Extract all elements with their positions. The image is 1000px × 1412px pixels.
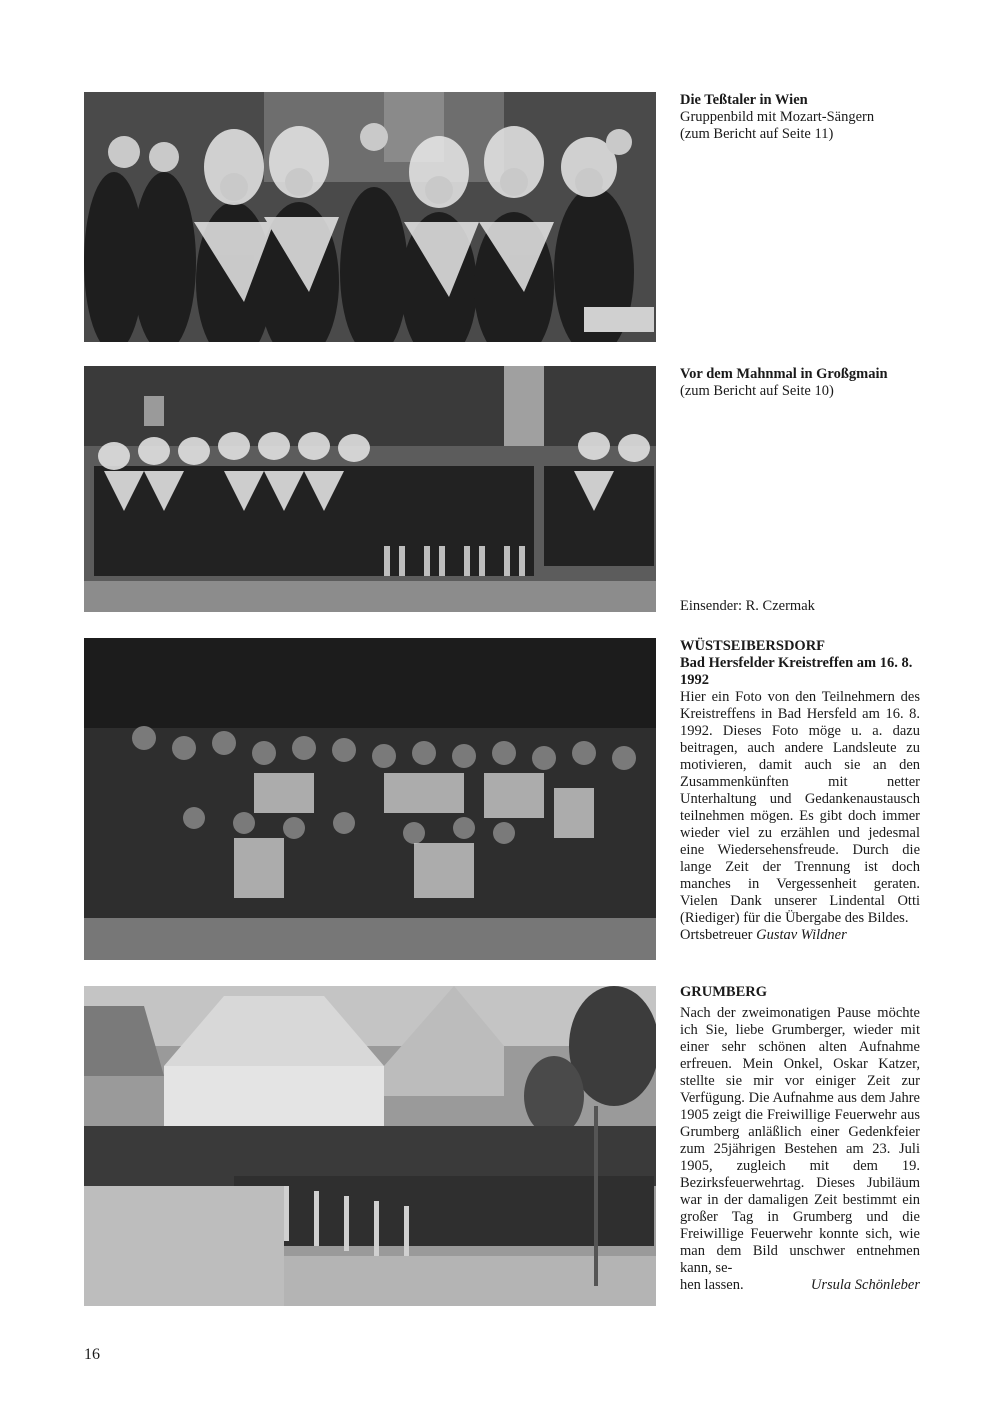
article-wuestseibersdorf-subheading: Bad Hersfelder Kreistreffen am 16. 8. 1992 [680, 655, 913, 688]
caption-wien-title: Die Teßtaler in Wien [680, 92, 808, 108]
caption-wien-line-2: (zum Bericht auf Seite 11) [680, 126, 834, 142]
caption-grossgmain-title: Vor dem Mahnmal in Großgmain [680, 366, 888, 382]
article-grumberg-last-words: hen lassen. [680, 1277, 744, 1293]
photo-wien-drawing [84, 92, 656, 342]
caption-grossgmain [680, 366, 920, 400]
photo-wien-group [84, 92, 656, 342]
article-wuestseibersdorf-signature [680, 927, 920, 944]
article-grumberg-heading: GRUMBERG [680, 984, 767, 1000]
article-wuestseibersdorf-body: Hier ein Foto von den Teilnehmern des Kreistreffens in Bad Hersfeld am 16. 8. 1992. Dieses Foto möge u. a. dazu beitragen, auch andere Landsleute zu motivieren, damit auch sie an den Zusammenkünften mit netter Unterhaltung und Gedankenaustausch teilnehmen mögen. Es gibt doch immer wieder viel zu erzählen und jedesmal eine Wiedersehensfreude. Durch die lange Zeit der Trennung ist doch manches in Vergessenheit geraten. Vielen Dank unserer Lindental Otti (Riediger) für die Übergabe des Bildes. [680, 689, 920, 926]
submitter-note [680, 598, 920, 615]
article-grumberg-body: Nach der zweimonatigen Pause möchte ich Sie, liebe Grumberger, wieder mit einer sehr schönen alten Aufnahme erfreuen. Mein Onkel, Oskar Katzer, stellte sie mir vor einiger Zeit zur Verfügung. Die Aufnahme aus dem Jahre 1905 zeigt die Freiwillige Feuerwehr aus Grumberg anläßlich einer Gedenkfeier zum 25jährigen Bestehen am 23. Juli 1905, zugleich mit dem 19. Bezirksfeuerwehrtag. Dieses Jubiläum war in der damaligen Zeit bestimmt ein großer Tag in Grumberg und die Freiwillige Feuerwehr konnte sich, wie man dem Bild unschwer entnehmen kann, se- [680, 1005, 920, 1276]
photo-grossgmain-memorial [84, 366, 656, 612]
page-number: 16 [84, 1346, 100, 1363]
article-grumberg [680, 984, 920, 1294]
signature-name-schoenleber: Ursula Schönleber [810, 1277, 920, 1293]
submitter-text: Einsender: R. Czermak [680, 598, 815, 614]
signature-name-wildner: Gustav Wildner [756, 927, 847, 943]
article-wuestseibersdorf [680, 638, 920, 944]
article-wuestseibersdorf-heading: WÜSTSEIBERSDORF [680, 638, 826, 654]
photo-bad-hersfeld-group [84, 638, 656, 960]
caption-grossgmain-line: (zum Bericht auf Seite 10) [680, 383, 834, 399]
signature-prefix: Ortsbetreuer [680, 927, 757, 943]
photo-grossgmain-drawing [84, 366, 656, 612]
photo-grumberg-fire-brigade [84, 986, 656, 1306]
caption-wien-line-1: Gruppenbild mit Mozart-Sängern [680, 109, 875, 125]
photo-grumberg-drawing [84, 986, 656, 1306]
caption-wien [680, 92, 920, 143]
article-grumberg-last-line [680, 1277, 920, 1294]
photo-bad-hersfeld-drawing [84, 638, 656, 960]
